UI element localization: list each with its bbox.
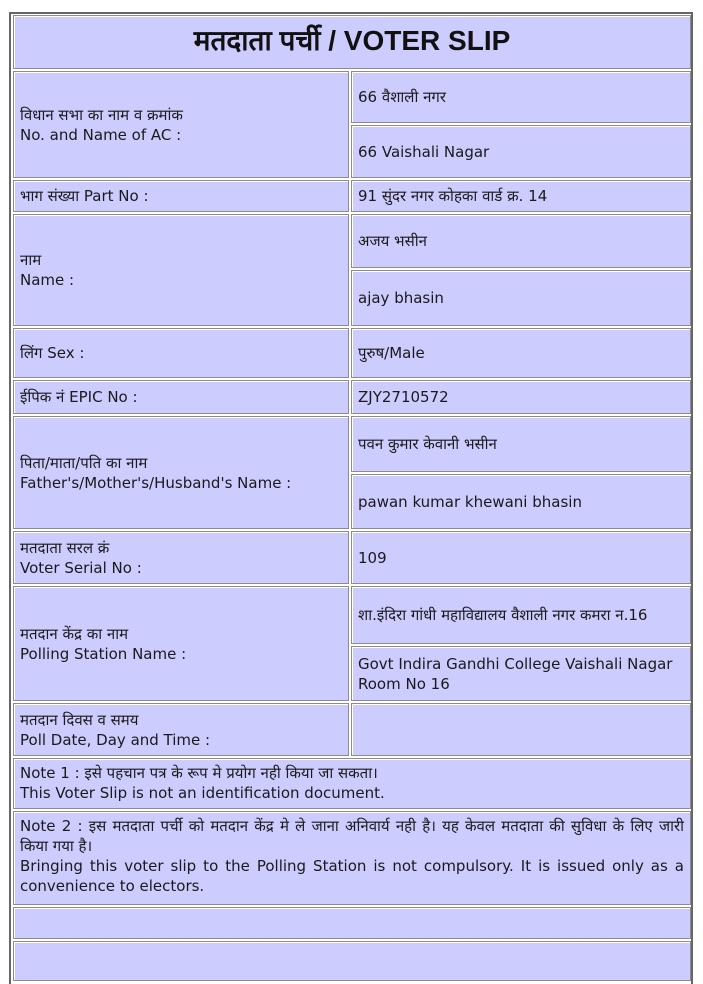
relative-label-english: Father's/Mother's/Husband's Name : [20,473,292,492]
station-value-english [351,646,691,701]
ac-label-hindi: विधान सभा का नाम व क्रमांक [20,105,183,124]
name-label-cell [13,214,349,326]
serial-value-cell [351,531,691,584]
ac-value-english-text: 66 Vaishali Nagar [358,142,490,161]
name-label-hindi: नाम [20,251,42,269]
serial-value: 109 [358,548,387,567]
ac-value-english [351,125,691,178]
sex-value-cell [351,328,691,378]
part-label-cell [13,180,349,212]
ac-label-english: No. and Name of AC : [20,125,182,144]
sex-label-cell [13,328,349,378]
note-2-hindi: Note 2 : इस मतदाता पर्ची को मतदान केंद्र मे ले जाना अनिवार्य नही है। यह केवल मतदाता की सुविधा के लिए जारी किया गया है। [20,817,684,855]
relative-value-hindi-text: पवन कुमार केवानी भसीन [358,435,497,453]
station-value-hindi-text: शा.इंदिरा गांधी महाविद्यालय वैशाली नगर कमरा न.16 [358,606,648,624]
note-1 [13,758,691,809]
station-label-cell [13,586,349,701]
empty-row-2 [13,941,691,981]
name-value-hindi [351,214,691,268]
note-1-english: This Voter Slip is not an identification document. [20,784,385,802]
note-1-hindi: Note 1 : इसे पहचान पत्र के रूप मे प्रयोग नही किया जा सकता। [20,764,378,782]
station-label-hindi: मतदान केंद्र का नाम [20,624,129,643]
note-2-english: Bringing this voter slip to the Polling Station is not compulsory. It is issued only as a convenience to electors. [20,857,684,895]
relative-value-english-text: pawan kumar khewani bhasin [358,492,582,511]
note-2 [13,811,691,905]
epic-label: ईपिक नं EPIC No : [20,388,138,406]
station-value-english-line2: Room No 16 [358,674,450,693]
relative-value-english [351,474,691,529]
sex-label: लिंग Sex : [20,344,85,362]
relative-label-hindi: पिता/माता/पति का नाम [20,453,148,472]
poll-date-label-cell [13,703,349,756]
empty-row-1 [13,907,691,939]
serial-label-english: Voter Serial No : [20,558,142,577]
station-value-english-line1: Govt Indira Gandhi College Vaishali Nagar [358,654,673,673]
poll-date-label-english: Poll Date, Day and Time : [20,730,211,749]
serial-label-cell [13,531,349,584]
epic-label-cell [13,380,349,414]
part-value: 91 सुंदर नगर कोहका वार्ड क्र. 14 [358,187,548,205]
poll-date-value-cell [351,703,691,756]
station-label-english: Polling Station Name : [20,644,187,663]
epic-value-cell [351,380,691,414]
sex-value: पुरुष/Male [358,344,425,362]
slip-title: मतदाता पर्ची / VOTER SLIP [13,15,691,69]
name-value-english [351,270,691,326]
serial-label-hindi: मतदाता सरल क्रं [20,538,110,557]
part-value-cell [351,180,691,212]
voter-slip [9,12,693,984]
name-value-hindi-text: अजय भसीन [358,232,427,250]
relative-label-cell [13,416,349,529]
name-label-english: Name : [20,271,75,289]
poll-date-label-hindi: मतदान दिवस व समय [20,710,139,729]
ac-value-hindi-text: 66 वैशाली नगर [358,88,447,106]
station-value-hindi [351,586,691,644]
name-value-english-text: ajay bhasin [358,289,444,307]
epic-value: ZJY2710572 [358,388,449,406]
part-label: भाग संख्या Part No : [20,187,149,205]
relative-value-hindi [351,416,691,472]
ac-label-cell [13,71,349,178]
ac-value-hindi [351,71,691,123]
